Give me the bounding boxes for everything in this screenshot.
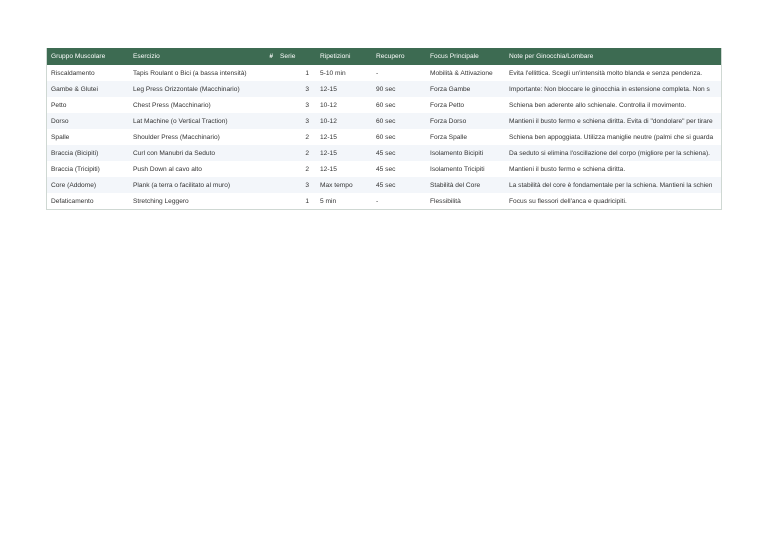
cell-exercise[interactable]: Chest Press (Macchinario): [133, 101, 211, 109]
cell-reps[interactable]: 10-12: [320, 117, 337, 125]
cell-focus[interactable]: Flessibilità: [430, 197, 461, 205]
cell-focus[interactable]: Stabilità del Core: [430, 181, 481, 189]
workout-table-container: [46, 48, 722, 210]
cell-series[interactable]: 1: [305, 197, 309, 205]
cell-notes[interactable]: Mantieni il busto fermo e schiena diritta. Evita di "dondolare" per tirare: [509, 117, 713, 125]
table-row: [47, 81, 722, 97]
header-focus[interactable]: Focus Principale: [430, 53, 479, 60]
cell-focus[interactable]: Isolamento Bicipiti: [430, 149, 484, 157]
header-row: [47, 48, 722, 65]
table-row: [47, 161, 722, 177]
table-header: [47, 48, 722, 65]
table-row: [47, 193, 722, 209]
cell-reps[interactable]: 12-15: [320, 133, 337, 141]
cell-notes[interactable]: Focus su flessori dell'anca e quadricipiti.: [509, 197, 627, 205]
cell-notes[interactable]: Mantieni il busto fermo e schiena diritta.: [509, 165, 626, 173]
header-number[interactable]: #: [269, 53, 273, 60]
cell-group[interactable]: Gambe & Glutei: [51, 85, 98, 93]
cell-notes[interactable]: Da seduto si elimina l'oscillazione del corpo (migliore per la schiena).: [509, 149, 710, 157]
cell-group[interactable]: Defaticamento: [51, 197, 94, 205]
cell-notes[interactable]: Schiena ben appoggiata. Utilizza maniglie neutre (palmi che si guarda: [509, 133, 714, 141]
cell-notes[interactable]: Schiena ben aderente allo schienale. Controlla il movimento.: [509, 101, 687, 109]
cell-focus[interactable]: Forza Dorso: [430, 117, 467, 125]
table-row: [47, 177, 722, 193]
cell-rest[interactable]: 60 sec: [376, 117, 396, 125]
cell-notes[interactable]: Importante: Non bloccare le ginocchia in estensione completa. Non s: [509, 85, 710, 93]
cell-reps[interactable]: 5-10 min: [320, 69, 346, 77]
header-series[interactable]: Serie: [280, 53, 296, 60]
cell-rest[interactable]: -: [376, 69, 379, 77]
cell-rest[interactable]: 90 sec: [376, 85, 396, 93]
cell-rest[interactable]: 60 sec: [376, 101, 396, 109]
cell-group[interactable]: Dorso: [51, 117, 69, 125]
cell-exercise[interactable]: Lat Machine (o Vertical Traction): [133, 117, 228, 125]
table-row: [47, 65, 722, 81]
cell-exercise[interactable]: Leg Press Orizzontale (Macchinario): [133, 85, 240, 93]
header-rest[interactable]: Recupero: [376, 53, 405, 60]
workout-table: [47, 48, 722, 209]
cell-exercise[interactable]: Push Down al cavo alto: [133, 165, 202, 173]
cell-focus[interactable]: Isolamento Tricipiti: [430, 165, 485, 173]
cell-series[interactable]: 3: [305, 85, 309, 93]
cell-series[interactable]: 3: [305, 101, 309, 109]
cell-exercise[interactable]: Tapis Roulant o Bici (a bassa intensità): [133, 69, 247, 77]
cell-focus[interactable]: Forza Petto: [430, 101, 465, 109]
table-row: [47, 97, 722, 113]
table-row: [47, 129, 722, 145]
cell-group[interactable]: Braccia (Tricipiti): [51, 165, 100, 173]
cell-series[interactable]: 2: [305, 133, 309, 141]
cell-rest[interactable]: 45 sec: [376, 181, 396, 189]
cell-rest[interactable]: 45 sec: [376, 149, 396, 157]
table-row: [47, 113, 722, 129]
cell-reps[interactable]: Max tempo: [320, 181, 353, 189]
cell-group[interactable]: Riscaldamento: [51, 69, 95, 77]
cell-group[interactable]: Petto: [51, 101, 67, 109]
cell-exercise[interactable]: Shoulder Press (Macchinario): [133, 133, 220, 141]
header-exercise[interactable]: Esercizio: [133, 53, 160, 60]
cell-group[interactable]: Braccia (Bicipiti): [51, 149, 99, 157]
cell-exercise[interactable]: Curl con Manubri da Seduto: [133, 149, 216, 157]
cell-rest[interactable]: 45 sec: [376, 165, 396, 173]
header-reps[interactable]: Ripetizioni: [320, 53, 351, 60]
cell-series[interactable]: 2: [305, 149, 309, 157]
table-row: [47, 145, 722, 161]
cell-reps[interactable]: 10-12: [320, 101, 337, 109]
cell-focus[interactable]: Forza Gambe: [430, 85, 471, 93]
cell-series[interactable]: 3: [305, 181, 309, 189]
cell-reps[interactable]: 12-15: [320, 149, 337, 157]
header-notes[interactable]: Note per Ginocchia/Lombare: [509, 53, 594, 60]
cell-series[interactable]: 2: [305, 165, 309, 173]
cell-rest[interactable]: -: [376, 197, 379, 205]
header-group[interactable]: Gruppo Muscolare: [51, 53, 106, 60]
cell-reps[interactable]: 12-15: [320, 85, 337, 93]
cell-notes[interactable]: Evita l'ellittica. Scegli un'intensità molto blanda e senza pendenza.: [509, 69, 703, 77]
cell-exercise[interactable]: Plank (a terra o facilitato al muro): [133, 181, 231, 189]
cell-focus[interactable]: Forza Spalle: [430, 133, 468, 141]
cell-exercise[interactable]: Stretching Leggero: [133, 197, 189, 205]
cell-rest[interactable]: 60 sec: [376, 133, 396, 141]
table-body: [47, 65, 722, 209]
cell-reps[interactable]: 5 min: [320, 197, 337, 205]
cell-reps[interactable]: 12-15: [320, 165, 337, 173]
cell-group[interactable]: Core (Addome): [51, 181, 97, 189]
cell-series[interactable]: 3: [305, 117, 309, 125]
cell-series[interactable]: 1: [305, 69, 309, 77]
cell-group[interactable]: Spalle: [51, 133, 70, 141]
cell-focus[interactable]: Mobilità & Attivazione: [430, 69, 493, 77]
cell-notes[interactable]: La stabilità del core è fondamentale per la schiena. Mantieni la schien: [509, 181, 713, 189]
